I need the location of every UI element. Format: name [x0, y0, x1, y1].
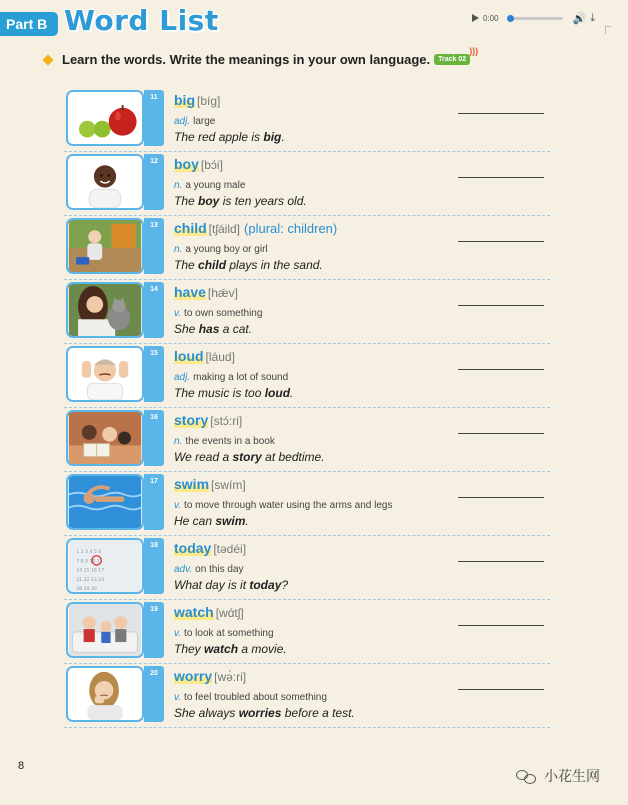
- word-entry-boy: [64, 152, 550, 216]
- headword: loud: [174, 348, 204, 364]
- pronunciation: [tʃáild]: [208, 222, 241, 236]
- entry-number: 15: [144, 346, 164, 402]
- example-text-end: before a test.: [281, 706, 355, 720]
- definition-text: to look at something: [184, 628, 274, 639]
- example-keyword: child: [198, 258, 227, 272]
- worried-girl-image: [66, 666, 144, 722]
- example-keyword: big: [263, 130, 282, 144]
- example-keyword: swim: [215, 514, 246, 528]
- example-text-end: ?: [281, 578, 289, 592]
- example-text: The: [174, 258, 199, 272]
- example-text: They: [174, 642, 205, 656]
- track-badge[interactable]: [434, 46, 479, 65]
- woman-cat-image: [66, 282, 144, 338]
- instruction-text: Learn the words. Write the meanings in your own language.: [62, 52, 431, 67]
- svg-text:28 29 30: 28 29 30: [76, 587, 97, 592]
- slider-knob[interactable]: [507, 15, 514, 22]
- svg-text:14 15 16 17: 14 15 16 17: [76, 568, 105, 574]
- svg-text:7 8 9 10 11: 7 8 9 10 11: [76, 559, 103, 565]
- volume-icon[interactable]: 🔊: [572, 12, 587, 25]
- part-of-speech: v.: [174, 628, 182, 639]
- headword-line: [174, 92, 220, 108]
- definition: [174, 180, 245, 191]
- example-sentence: [174, 194, 307, 208]
- definition: [174, 500, 393, 511]
- svg-text:1 2 3 4 5 6: 1 2 3 4 5 6: [76, 550, 102, 555]
- pronunciation: [bíg]: [197, 94, 221, 108]
- meaning-answer-line[interactable]: [458, 497, 544, 498]
- entry-number: 12: [144, 154, 164, 210]
- example-keyword: boy: [198, 194, 220, 208]
- headword: boy: [174, 156, 199, 172]
- part-of-speech: adj.: [174, 116, 191, 127]
- definition-text: to feel troubled about something: [184, 692, 327, 703]
- definition-text: a young boy or girl: [185, 244, 268, 255]
- headword: worry: [174, 668, 213, 684]
- example-sentence: [174, 578, 288, 592]
- example-text: What day is it: [174, 578, 250, 592]
- headword-line: [174, 348, 235, 364]
- wechat-logo-icon: [516, 767, 538, 785]
- example-text-end: is ten years old.: [219, 194, 307, 208]
- meaning-answer-line[interactable]: [458, 177, 544, 178]
- definition: [174, 692, 327, 703]
- part-of-speech: n.: [174, 244, 183, 255]
- headword-line: [174, 668, 246, 684]
- meaning-answer-line[interactable]: [458, 689, 544, 690]
- example-text: The red apple is: [174, 130, 264, 144]
- entry-number: 17: [144, 474, 164, 530]
- example-text-end: plays in the sand.: [226, 258, 323, 272]
- word-list: [64, 88, 550, 728]
- definition-text: large: [193, 116, 216, 127]
- pronunciation: [swím]: [211, 478, 246, 492]
- pronunciation: [hǽv]: [207, 286, 238, 300]
- part-of-speech: n.: [174, 436, 183, 447]
- page-title: Word List: [64, 4, 219, 37]
- pronunciation: [tədéi]: [213, 542, 247, 556]
- headword-line: [174, 220, 337, 236]
- entry-number: 18: [144, 538, 164, 594]
- headword: big: [174, 92, 195, 108]
- example-text: She: [174, 322, 199, 336]
- example-sentence: [174, 514, 249, 528]
- definition-text: making a lot of sound: [193, 372, 289, 383]
- example-text: We read a: [174, 450, 233, 464]
- word-entry-watch: [64, 600, 550, 664]
- entry-number: 16: [144, 410, 164, 466]
- definition: [174, 308, 262, 319]
- man-covering-ears-image: [66, 346, 144, 402]
- pronunciation: [wə́:ri]: [214, 670, 247, 684]
- example-text-end: a cat.: [219, 322, 253, 336]
- word-entry-swim: [64, 472, 550, 536]
- definition-text: the events in a book: [185, 436, 275, 447]
- example-sentence: [174, 322, 252, 336]
- example-keyword: worries: [238, 706, 282, 720]
- bullet-diamond-icon: [42, 54, 53, 65]
- part-of-speech: adv.: [174, 564, 193, 575]
- audio-progress-slider[interactable]: [509, 17, 563, 20]
- svg-text:21 22 23 24: 21 22 23 24: [76, 577, 105, 583]
- example-sentence: [174, 642, 287, 656]
- download-icon[interactable]: ⤓: [590, 11, 596, 24]
- entry-number: 19: [144, 602, 164, 658]
- audio-time: 0:00: [483, 13, 499, 23]
- pronunciation: [stɔ́:ri]: [210, 414, 243, 428]
- reading-book-image: [66, 410, 144, 466]
- headword: swim: [174, 476, 210, 492]
- pronunciation: [wɑ́tʃ]: [215, 606, 244, 620]
- meaning-answer-line[interactable]: [458, 241, 544, 242]
- part-of-speech: v.: [174, 308, 182, 319]
- part-label: Part B: [0, 12, 58, 36]
- headword-line: [174, 412, 242, 428]
- family-sofa-image: [66, 602, 144, 658]
- part-of-speech: adj.: [174, 372, 191, 383]
- definition: [174, 116, 215, 127]
- example-keyword: story: [232, 450, 262, 464]
- part-of-speech: n.: [174, 180, 183, 191]
- meaning-answer-line[interactable]: [458, 113, 544, 114]
- definition-text: to move through water using the arms and legs: [184, 500, 393, 511]
- entry-number: 13: [144, 218, 164, 274]
- corner-mark: [605, 26, 611, 34]
- pronunciation: [bɔ́i]: [200, 158, 223, 172]
- example-sentence: [174, 130, 285, 144]
- example-keyword: today: [249, 578, 282, 592]
- meaning-answer-line[interactable]: [458, 561, 544, 562]
- example-text-end: .: [290, 386, 294, 400]
- word-entry-today: [64, 536, 550, 600]
- word-entry-big: [64, 88, 550, 152]
- part-of-speech: v.: [174, 692, 182, 703]
- example-text-end: at bedtime.: [261, 450, 325, 464]
- headword: watch: [174, 604, 214, 620]
- example-text: The: [174, 194, 199, 208]
- example-keyword: loud: [264, 386, 291, 400]
- word-entry-child: [64, 216, 550, 280]
- calendar-image: [66, 538, 144, 594]
- watermark-text: 小花生网: [544, 768, 600, 784]
- headword-line: [174, 540, 246, 556]
- meaning-answer-line[interactable]: [458, 625, 544, 626]
- audio-player: [472, 8, 612, 28]
- definition-text: to own something: [184, 308, 263, 319]
- word-entry-worry: [64, 664, 550, 728]
- definition: [174, 372, 288, 383]
- definition: [174, 436, 275, 447]
- page-number: 8: [18, 760, 25, 772]
- instruction: [44, 46, 479, 67]
- apples-image: [66, 90, 144, 146]
- example-text: The music is too: [174, 386, 265, 400]
- meaning-answer-line[interactable]: [458, 433, 544, 434]
- boy-image: [66, 154, 144, 210]
- example-text: She always: [174, 706, 239, 720]
- word-entry-loud: [64, 344, 550, 408]
- example-text-end: .: [245, 514, 249, 528]
- definition: [174, 628, 274, 639]
- example-sentence: [174, 450, 325, 464]
- part-of-speech: v.: [174, 500, 182, 511]
- example-sentence: [174, 706, 355, 720]
- example-keyword: watch: [204, 642, 239, 656]
- entry-number: 11: [144, 90, 164, 146]
- example-text-end: a movie.: [238, 642, 287, 656]
- play-icon[interactable]: [472, 14, 479, 22]
- audio-wave-icon: ))): [469, 46, 479, 56]
- headword: story: [174, 412, 209, 428]
- meaning-answer-line[interactable]: [458, 369, 544, 370]
- headword: have: [174, 284, 206, 300]
- entry-number: 14: [144, 282, 164, 338]
- entry-number: 20: [144, 666, 164, 722]
- track-label: Track 02: [438, 56, 467, 63]
- word-entry-have: [64, 280, 550, 344]
- headword-line: [174, 156, 223, 172]
- plural-note: (plural: children): [244, 221, 338, 236]
- example-text: He can: [174, 514, 216, 528]
- headword-line: [174, 476, 246, 492]
- headword-line: [174, 284, 238, 300]
- example-text-end: .: [281, 130, 285, 144]
- headword-line: [174, 604, 244, 620]
- swimmer-image: [66, 474, 144, 530]
- definition: [174, 564, 244, 575]
- watermark: [516, 766, 600, 786]
- headword: today: [174, 540, 212, 556]
- definition-text: a young male: [185, 180, 246, 191]
- meaning-answer-line[interactable]: [458, 305, 544, 306]
- definition-text: on this day: [195, 564, 244, 575]
- example-sentence: [174, 386, 293, 400]
- definition: [174, 244, 268, 255]
- pronunciation: [láud]: [205, 350, 235, 364]
- example-keyword: has: [198, 322, 220, 336]
- headword: child: [174, 220, 207, 236]
- word-entry-story: [64, 408, 550, 472]
- example-sentence: [174, 258, 323, 272]
- child-sand-image: [66, 218, 144, 274]
